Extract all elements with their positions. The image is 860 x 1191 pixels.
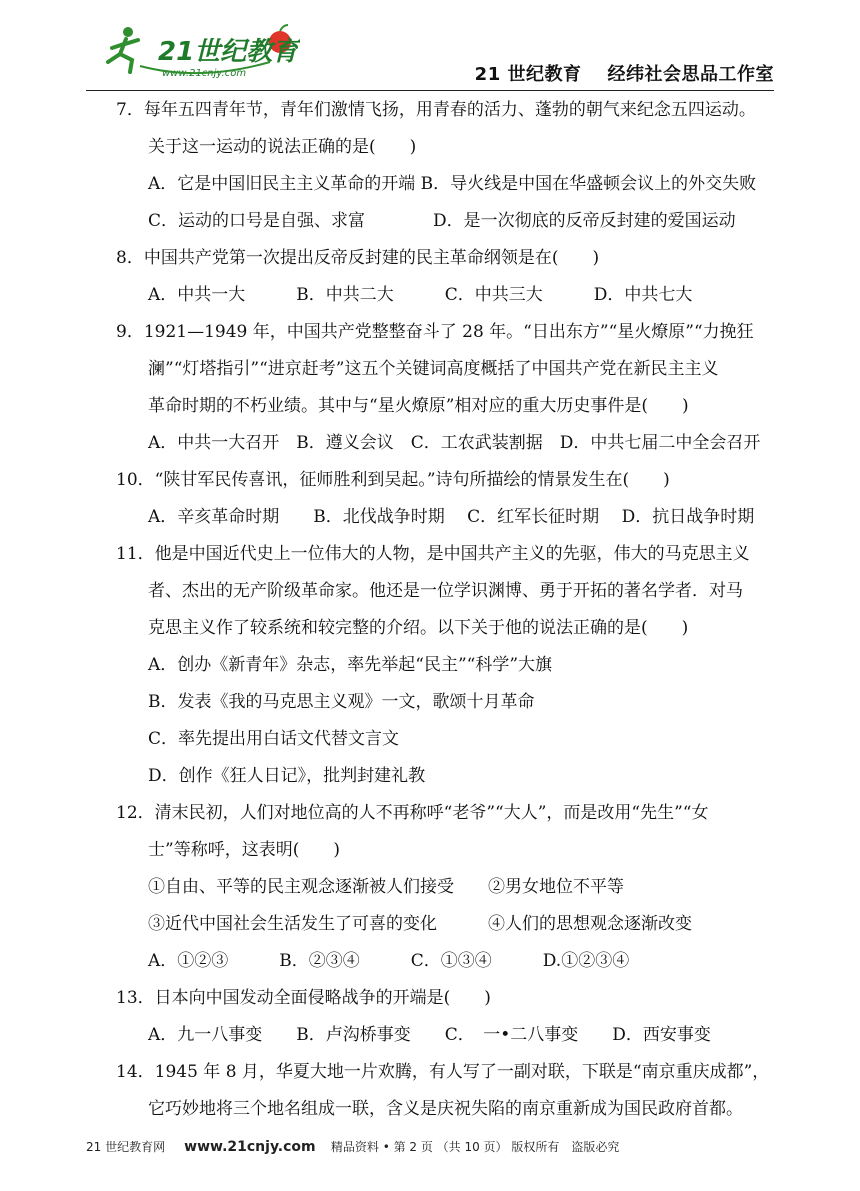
page-footer bbox=[86, 1138, 776, 1155]
text-line: 革命时期的不朽业绩。其中与“星火燎原”相对应的重大历史事件是( ) bbox=[148, 396, 689, 416]
text-line: C．率先提出用白话文代替文言文 bbox=[148, 729, 400, 749]
footer-info: 精品资料 • 第 2 页 （共 10 页） 版权所有 盗版必究 bbox=[330, 1140, 620, 1154]
text-line: 士”等称呼，这表明( ) bbox=[148, 840, 340, 860]
text-line: A．它是中国旧民主主义革命的开端 B．导火线是中国在华盛顿会议上的外交失败 bbox=[148, 174, 757, 194]
page-header bbox=[0, 0, 860, 90]
question-content bbox=[116, 92, 796, 1128]
svg-text:www.21cnjy.com: www.21cnjy.com bbox=[162, 68, 247, 79]
question-line: 11．他是中国近代史上一位伟大的人物，是中国共产主义的先驱，伟大的马克思主义 bbox=[116, 544, 750, 564]
text-line: A．辛亥革命时期 B．北伐战争时期 C．红军长征时期 D．抗日战争时期 bbox=[148, 507, 755, 527]
text-line: B．发表《我的马克思主义观》一文，歌颂十月革命 bbox=[148, 692, 535, 712]
text-line: A．中共一大召开 B．遵义会议 C．工农武装割据 D．中共七届二中全会召开 bbox=[148, 433, 761, 453]
header-title bbox=[449, 60, 774, 86]
question-line: 12．清末民初，人们对地位高的人不再称呼“老爷”“大人”，而是改用“先生”“女 bbox=[116, 803, 709, 823]
text-line: A．九一八事变 B．卢沟桥事变 C． 一•二八事变 D．西安事变 bbox=[148, 1025, 711, 1045]
header-studio: 经纬社会思品工作室 bbox=[607, 64, 774, 85]
text-line: ③近代中国社会生活发生了可喜的变化 ④人们的思想观念逐渐改变 bbox=[148, 914, 692, 934]
text-line: 关于这一运动的说法正确的是( ) bbox=[148, 137, 417, 157]
question-line: 10．“陕甘军民传喜讯，征师胜利到吴起。”诗句所描绘的情景发生在( ) bbox=[116, 470, 670, 490]
footer-url[interactable]: www.21cnjy.com bbox=[184, 1139, 316, 1155]
text-line: A．创办《新青年》杂志，率先举起“民主”“科学”大旗 bbox=[148, 655, 553, 675]
question-line: 9．1921—1949 年，中国共产党整整奋斗了 28 年。“日出东方”“星火燎原”“力挽狂 bbox=[116, 322, 754, 342]
text-line: 者、杰出的无产阶级革命家。他还是一位学识渊博、勇于开拓的著名学者．对马 bbox=[148, 581, 743, 601]
header-org: 21 世纪教育 bbox=[474, 64, 582, 85]
text-line: A．①②③ B．②③④ C．①③④ D.①②③④ bbox=[148, 951, 630, 971]
svg-text:21世纪教育: 21世纪教育 bbox=[158, 37, 299, 67]
question-line: 7．每年五四青年节，青年们激情飞扬，用青春的活力、蓬勃的朝气来纪念五四运动。 bbox=[116, 100, 756, 120]
text-line: 克思主义作了较系统和较完整的介绍。以下关于他的说法正确的是( ) bbox=[148, 618, 689, 638]
text-line: D．创作《狂人日记》，批判封建礼教 bbox=[148, 766, 426, 786]
question-line: 14．1945 年 8 月，华夏大地一片欢腾，有人写了一副对联，下联是“南京重庆成都”， bbox=[116, 1062, 770, 1082]
question-line: 8．中国共产党第一次提出反帝反封建的民主革命纲领是在( ) bbox=[116, 248, 600, 268]
text-line: ①自由、平等的民主观念逐渐被人们接受 ②男女地位不平等 bbox=[148, 877, 624, 897]
text-line: A．中共一大 B．中共二大 C．中共三大 D．中共七大 bbox=[148, 285, 693, 305]
question-line: 13．日本向中国发动全面侵略战争的开端是( ) bbox=[116, 988, 491, 1008]
text-line: 澜”“灯塔指引”“进京赶考”这五个关键词高度概括了中国共产党在新民主主义 bbox=[148, 359, 719, 379]
footer-site: 21 世纪教育网 bbox=[86, 1140, 166, 1154]
site-logo bbox=[100, 22, 300, 82]
text-line: 它巧妙地将三个地名组成一联，含义是庆祝失陷的南京重新成为国民政府首都。 bbox=[148, 1099, 743, 1119]
text-line: C．运动的口号是自强、求富 D．是一次彻底的反帝反封建的爱国运动 bbox=[148, 211, 736, 231]
header-divider bbox=[86, 90, 774, 91]
